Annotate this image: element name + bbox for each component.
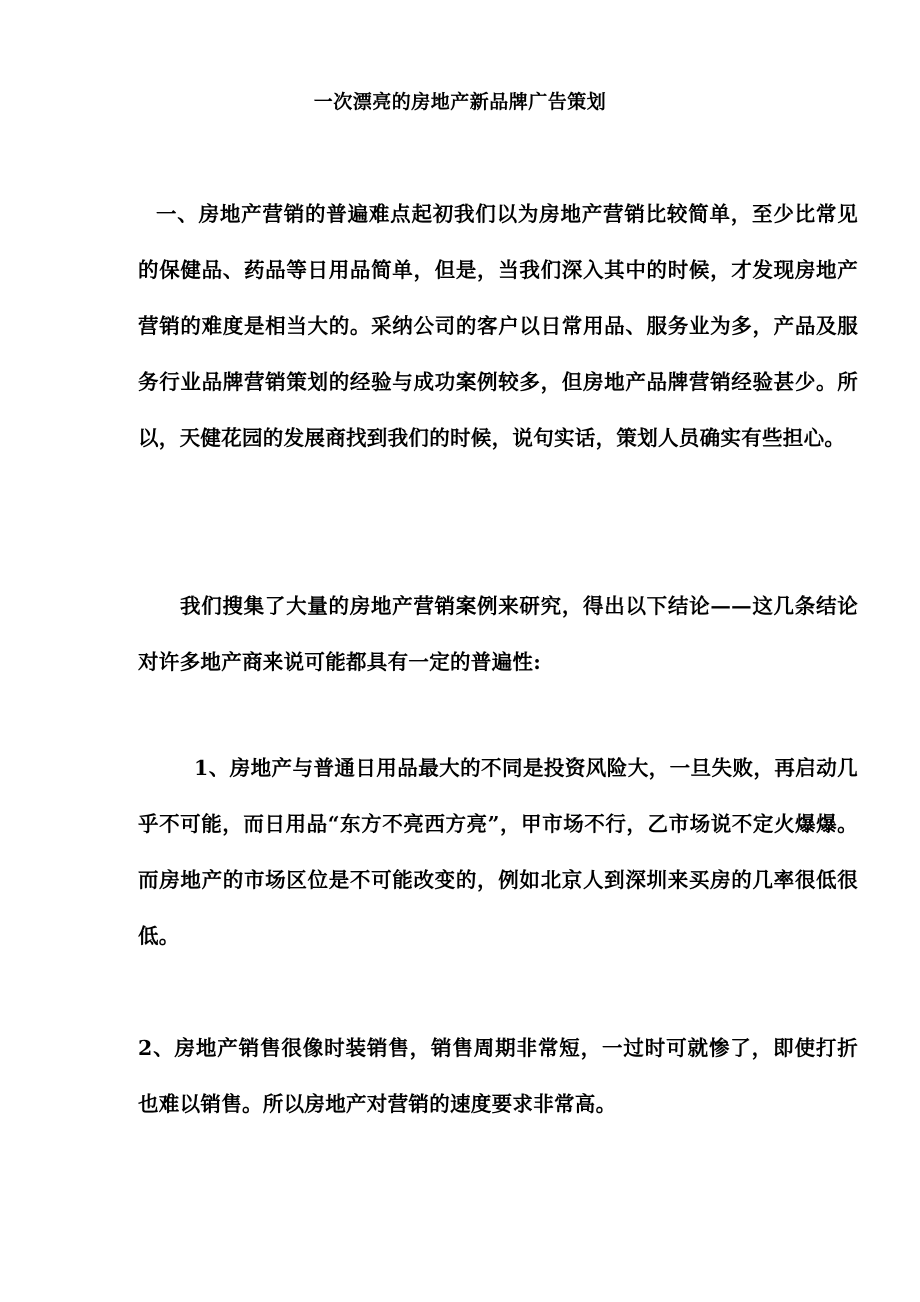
paragraph-point-1: 1、房地产与普通日用品最大的不同是投资风险大，一旦失败，再启动几乎不可能，而日用品“东方不亮西方亮”，甲市场不行，乙市场说不定火爆爆。而房地产的市场区位是不可能改变的，例如北京人到深圳来买房的几率很低很低。 [138,756,858,948]
paragraph-research-conclusion: 我们搜集了大量的房地产营销案例来研究，得出以下结论——这几条结论对许多地产商来说可能都具有一定的普遍性: [138,594,858,674]
paragraph-market-difficulty: 一、房地产营销的普遍难点起初我们以为房地产营销比较简单，至少比常见的保健品、药品等日用品简单，但是，当我们深入其中的时候，才发现房地产营销的难度是相当大的。采纳公司的客户以日常用品、服务业为多，产品及服务行业品牌营销策划的经验与成功案例较多，但房地产品牌营销经验甚少。所以，天健花园的发展商找到我们的时候，说句实话，策划人员确实有些担心。 [138,202,858,450]
paragraph-point-2: 2、房地产销售很像时装销售，销售周期非常短，一过时可就惨了，即使打折也难以销售。所以房地产对营销的速度要求非常高。 [138,1036,858,1116]
document-title: 一次漂亮的房地产新品牌广告策划 [313,91,607,113]
